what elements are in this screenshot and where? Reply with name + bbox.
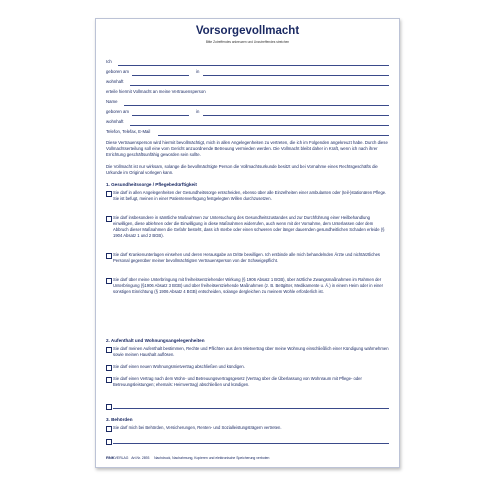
field-label-name: Name (106, 99, 118, 104)
field-label-in: in (196, 69, 200, 74)
field-line-geboren[interactable] (132, 75, 189, 76)
field-line-contact[interactable] (158, 135, 389, 136)
field-line-agent-geboren[interactable] (132, 115, 189, 116)
option-text: Sie darf einen Vertrag nach dem Wohn- und Betreuungsvertragsgesetz (Vertrag über die Überlassung von Wohnraum mit Pflege- oder Betreuungsleistungen; ehemals: Heimvertrag) abschließen und kündigen. (113, 376, 362, 388)
document-page (95, 18, 400, 468)
grant-line: erteile hiermit Vollmacht an meine Vertrauensperson (106, 89, 206, 94)
option-checkbox[interactable] (106, 253, 112, 259)
intro-paragraph-1: Diese Vertrauensperson wird hiermit bevollmächtigt, mich in allen Angelegenheiten zu vertreten, die ich im Folgenden angekreuzt habe. Durch diese Vollmachtserteilung soll eine vom Gericht anzuordnende Betreuung vermieden werden. Die Vollmacht bleibt daher in Kraft, wenn ich nach ihrer Errichtung geschäftsunfähig geworden sein sollte. (106, 140, 388, 158)
option-item (106, 277, 389, 295)
field-label-geboren: geboren am (106, 69, 129, 74)
field-line-agent-in[interactable] (203, 115, 389, 116)
intro-paragraph-2: Die Vollmacht ist nur wirksam, solange die bevollmächtigte Person die Vollmachtsurkunde besitzt und bei Vornahme eines Rechtsgeschäfts die Urkunde im Original vorlegen kann. (106, 164, 378, 176)
field-label-wohnhaft: wohnhaft (106, 79, 124, 84)
option-checkbox[interactable] (106, 347, 112, 353)
option-item (106, 403, 389, 411)
field-line-agent-wohnhaft[interactable] (130, 125, 389, 126)
option-text: Sie darf Krankenunterlagen einsehen und deren Herausgabe an Dritte bewilligen. Ich entbinde alle mich behandelnden Ärzte und nichtärztliches Personal gegenüber meiner bevollmächtigten Vertrauensperson von der Schweigepflicht. (113, 252, 381, 264)
section-heading-residence: 2. Aufenthalt und Wohnungsangelegenheiten (106, 338, 205, 343)
custom-entry-line[interactable] (113, 408, 389, 409)
option-checkbox[interactable] (106, 365, 112, 371)
field-line-ich[interactable] (118, 65, 389, 66)
field-label-agent-in: in (196, 109, 200, 114)
option-item (106, 346, 389, 358)
option-item (106, 252, 389, 264)
field-line-wohnhaft[interactable] (130, 85, 389, 86)
option-checkbox[interactable] (106, 377, 112, 383)
field-label-ich: Ich (106, 59, 112, 64)
option-checkbox[interactable] (106, 439, 112, 445)
field-label-agent-geboren: geboren am (106, 109, 129, 114)
option-text: Sie darf über meine Unterbringung mit freiheitsentziehender Wirkung (§ 1906 Absatz 1 BGB), über ärztliche Zwangsmaßnahmen im Rahmen der Unterbringung (§1906 Absatz 3 BGB) und über freiheitsentziehende Maßnahmen (z. B. Bettgitter, Medikamente u. Ä.) in einem Heim oder in einer sonstigen Einrichtung (§ 1906 Absatz 4 BGB) entscheiden, solange dergleichen zu meinem Wohle erforderlich ist. (113, 277, 384, 295)
custom-entry-line[interactable] (113, 443, 389, 444)
option-item (106, 376, 389, 388)
option-checkbox[interactable] (106, 426, 112, 432)
option-checkbox[interactable] (106, 191, 112, 197)
option-text: Sie darf mich bei Behörden, Versicherungen, Renten- und Sozialleistungsträgern vertreten. (113, 425, 282, 430)
option-item (106, 438, 389, 446)
field-line-in[interactable] (203, 75, 389, 76)
publisher-brand: RNK (106, 455, 115, 460)
copyright-notice: Nachdruck, Nachahmung, Kopieren und elektronische Speicherung verboten (154, 456, 270, 460)
option-text: Sie darf einen neuen Wohnungsmietvertrag abschließen und kündigen. (113, 364, 245, 369)
publisher-suffix: VERLAG (114, 456, 129, 460)
option-item (106, 215, 389, 239)
article-number: Art.Nr. 2893 (131, 456, 150, 460)
option-checkbox[interactable] (106, 404, 112, 410)
section-heading-health: 1. Gesundheitssorge / Pflegebedürftigkeit (106, 182, 197, 187)
option-checkbox[interactable] (106, 278, 112, 284)
document-title: Vorsorgevollmacht (195, 25, 300, 37)
option-text: Sie darf in allen Angelegenheiten der Gesundheitssorge entscheiden, ebenso über alle Einzelheiten einer ambulanten oder (teil-)stationären Pflege. Sie ist befugt, meinen in einer Patientenverfügung festgelegten Willen durchzusetzen. (113, 190, 387, 202)
option-text: Sie darf insbesondere in sämtliche Maßnahmen zur Untersuchung des Gesundheitszustandes und zur Durchführung einer Heilbehandlung einwilligen, diese ablehnen oder die Einwilligung in diese Maßnahmen widerrufen, auch wenn mit der Vornahme, dem Unterlassen oder dem Abbruch dieser Maßnahmen die Gefahr besteht, dass ich sterbe oder einen schweren oder länger dauernden gesundheitlichen Schaden erleide (§ 1904 Absatz 1 und 2 BGB). (113, 215, 385, 239)
field-label-contact: Telefon, Telefax, E-Mail (106, 129, 151, 134)
option-item (106, 364, 389, 370)
field-line-name[interactable] (124, 105, 389, 106)
option-item (106, 190, 389, 202)
option-text: Sie darf meinen Aufenthalt bestimmen, Rechte und Pflichten aus dem Mietvertrag über meine Wohnung einschließlich einer Kündigung wahrnehmen sowie meinen Haushalt auflösen. (113, 346, 389, 358)
option-item (106, 425, 389, 431)
document-subtitle: Bitte Zutreffendes ankreuzen und Unzutreffendes streichen (205, 40, 290, 44)
page-footer (106, 455, 389, 460)
section-heading-authorities: 3. Behörden (106, 417, 133, 422)
option-checkbox[interactable] (106, 216, 112, 222)
field-label-agent-wohnhaft: wohnhaft (106, 119, 124, 124)
